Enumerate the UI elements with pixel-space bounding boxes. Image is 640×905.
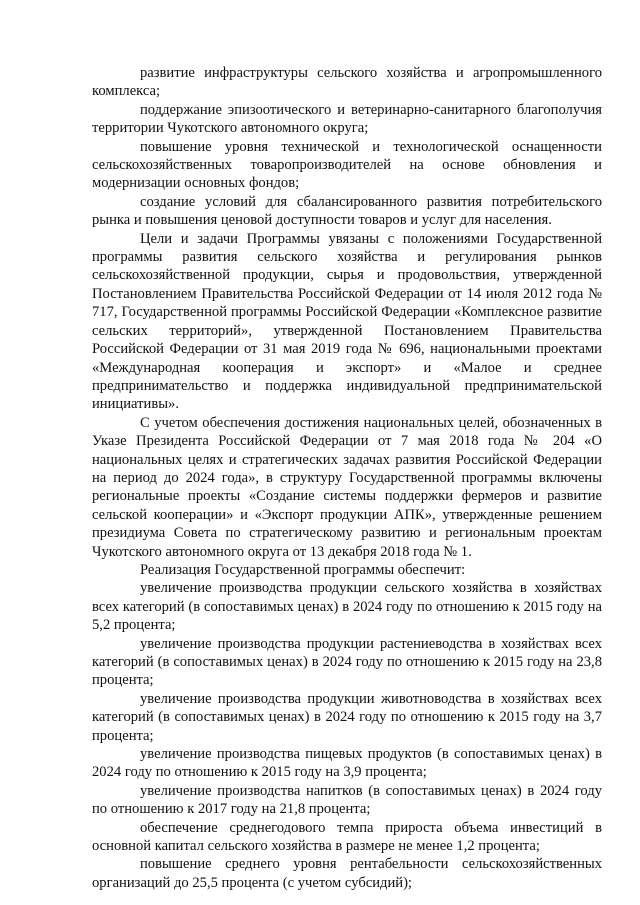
paragraph-goals-linkage: Цели и задачи Программы увязаны с положениями Государственной программы развития сельского хозяйства и регулирования рынков сельскохозяйственной продукции, сырья и продовольствия, утвержденной Постановлением Правительства Российской Федерации от 14 июля 2012 года № 717, Государственной программы Российской Федерации «Комплексное развитие сельских территорий», утвержденной Постановлением Правительства Российской Федерации от 31 мая 2019 года № 696, национальными проектами «Международная кооперация и экспорт» и «Малое и среднее предпринимательство и поддержка индивидуальной предпринимательской инициативы». [92, 230, 602, 413]
paragraph-profitability: повышение среднего уровня рентабельности сельскохозяйственных организаций до 25,5 процента (с учетом субсидий); [92, 856, 602, 891]
paragraph-consumer-market: создание условий для сбалансированного развития потребительского рынка и повышения ценовой доступности товаров и услуг для населения. [92, 193, 602, 229]
paragraph-livestock-output: увеличение производства продукции животноводства в хозяйствах всех категорий (в сопоставимых ценах) в 2024 году по отношению к 2015 году на 3,7 процента; [92, 690, 602, 744]
document-page [92, 64, 602, 892]
paragraph-technical-equipment: повышение уровня технической и технологической оснащенности сельскохозяйственных товаропроизводителей на основе обновления и модернизации основных фондов; [92, 138, 602, 192]
paragraph-investment-growth: обеспечение среднегодового темпа прироста объема инвестиций в основной капитал сельского хозяйства в размере не менее 1,2 процента; [92, 819, 602, 855]
paragraph-beverage-output: увеличение производства напитков (в сопоставимых ценах) в 2024 году по отношению к 2017 году на 21,8 процента; [92, 782, 602, 818]
paragraph-food-output: увеличение производства пищевых продуктов (в сопоставимых ценах) в 2024 году по отношению к 2015 году на 3,9 процента; [92, 746, 602, 781]
paragraph-program-ensures: Реализация Государственной программы обеспечит: [140, 561, 466, 578]
paragraph-agriculture-output: увеличение производства продукции сельского хозяйства в хозяйствах всех категорий (в сопоставимых ценах) в 2024 году по отношению к 2015 году на 5,2 процента; [92, 580, 602, 634]
paragraph-infrastructure: развитие инфраструктуры сельского хозяйства и агропромышленного комплекса; [92, 65, 602, 100]
paragraph-epizootic: поддержание эпизоотического и ветеринарно-санитарного благополучия территории Чукотского автономного округа; [92, 101, 602, 137]
paragraph-national-goals: С учетом обеспечения достижения национальных целей, обозначенных в Указе Президента Российской Федерации от 7 мая 2018 года № 204 «О национальных целях и стратегических задачах развития Российской Федерации на период до 2024 года», в структуру Государственной программы включены региональные проекты «Создание системы поддержки фермеров и развитие сельской кооперации» и «Экспорт продукции АПК», утвержденные решением президиума Совета по стратегическому развитию и региональным проектам Чукотского автономного округа от 13 декабря 2018 года № 1. [92, 414, 602, 560]
paragraph-crop-output: увеличение производства продукции растениеводства в хозяйствах всех категорий (в сопоставимых ценах) в 2024 году по отношению к 2015 году на 23,8 процента; [92, 635, 602, 689]
